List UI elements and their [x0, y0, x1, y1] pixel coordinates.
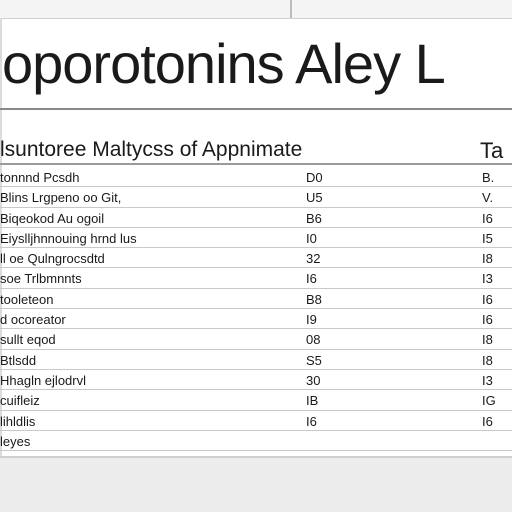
row-value-b: I3 — [482, 372, 493, 388]
top-divider — [290, 0, 292, 18]
row-value-a: IB — [306, 393, 319, 409]
table-row — [0, 268, 512, 288]
row-value-b: I8 — [482, 332, 493, 348]
row-value-b: V. — [482, 190, 494, 206]
header-divider — [0, 163, 512, 165]
row-value-a: I0 — [306, 230, 317, 246]
row-value-b: I6 — [482, 312, 493, 328]
row-value-a: B8 — [306, 291, 322, 307]
table-row — [0, 350, 512, 370]
row-label: soe Trlbmnnts — [0, 271, 82, 287]
row-value-a: I9 — [306, 312, 317, 328]
row-label: ll oe Qulngrocsdtd — [0, 251, 105, 267]
row-label: cuifleiz — [0, 393, 40, 409]
row-value-b: I5 — [482, 230, 493, 246]
document-title: oporotonins Aley L — [2, 31, 445, 95]
table-row — [0, 370, 512, 390]
header-right-label: Ta — [480, 138, 504, 163]
row-label: leyes — [0, 433, 31, 449]
row-label: Hhagln ejlodrvl — [0, 372, 86, 388]
row-label: tooleteon — [0, 291, 54, 307]
row-value-b: IG — [482, 393, 496, 409]
row-label: d ocoreator — [0, 312, 66, 328]
row-value-a: S5 — [306, 352, 322, 368]
row-value-a: 30 — [306, 372, 321, 388]
table-row — [0, 411, 512, 431]
row-label: sullt eqod — [0, 332, 56, 348]
row-value-a: I6 — [306, 413, 317, 429]
row-value-b: B. — [482, 170, 495, 185]
row-value-a: U5 — [306, 190, 323, 206]
table-body — [0, 167, 512, 451]
row-label: Btlsdd — [0, 352, 37, 368]
row-value-a: I6 — [306, 271, 317, 287]
header-left-label: lsuntoree Maltycss of Appnimate — [0, 138, 303, 161]
row-value-b: I6 — [482, 210, 493, 226]
row-value-b: I6 — [482, 413, 493, 429]
top-strip — [0, 0, 512, 18]
table-row — [0, 309, 512, 329]
table-row — [0, 167, 512, 187]
row-label: tonnnd Pcsdh — [0, 170, 80, 185]
table-row — [0, 390, 512, 410]
row-label: Blins Lrgpeno oo Git, — [0, 190, 122, 206]
row-value-b: I8 — [482, 251, 493, 267]
table-row — [0, 228, 512, 248]
row-value-b: I6 — [482, 291, 493, 307]
row-value-b: I8 — [482, 352, 493, 368]
table-row — [0, 289, 512, 309]
row-label: lihldlis — [0, 413, 36, 429]
row-value-b: I3 — [482, 271, 493, 287]
table-row — [0, 248, 512, 268]
table-header — [0, 138, 512, 164]
title-divider — [0, 108, 512, 110]
row-value-a: D0 — [306, 170, 323, 185]
row-value-a: B6 — [306, 210, 322, 226]
table-row — [0, 208, 512, 228]
row-label: Eiyslljhnnouing hrnd lus — [0, 230, 137, 246]
table-row — [0, 187, 512, 207]
row-value-a: 32 — [306, 251, 321, 267]
table-row — [0, 431, 512, 451]
row-value-a: 08 — [306, 332, 321, 348]
table-row — [0, 329, 512, 349]
sheet-bottom-border — [0, 456, 512, 458]
row-label: Biqeokod Au ogoil — [0, 210, 105, 226]
